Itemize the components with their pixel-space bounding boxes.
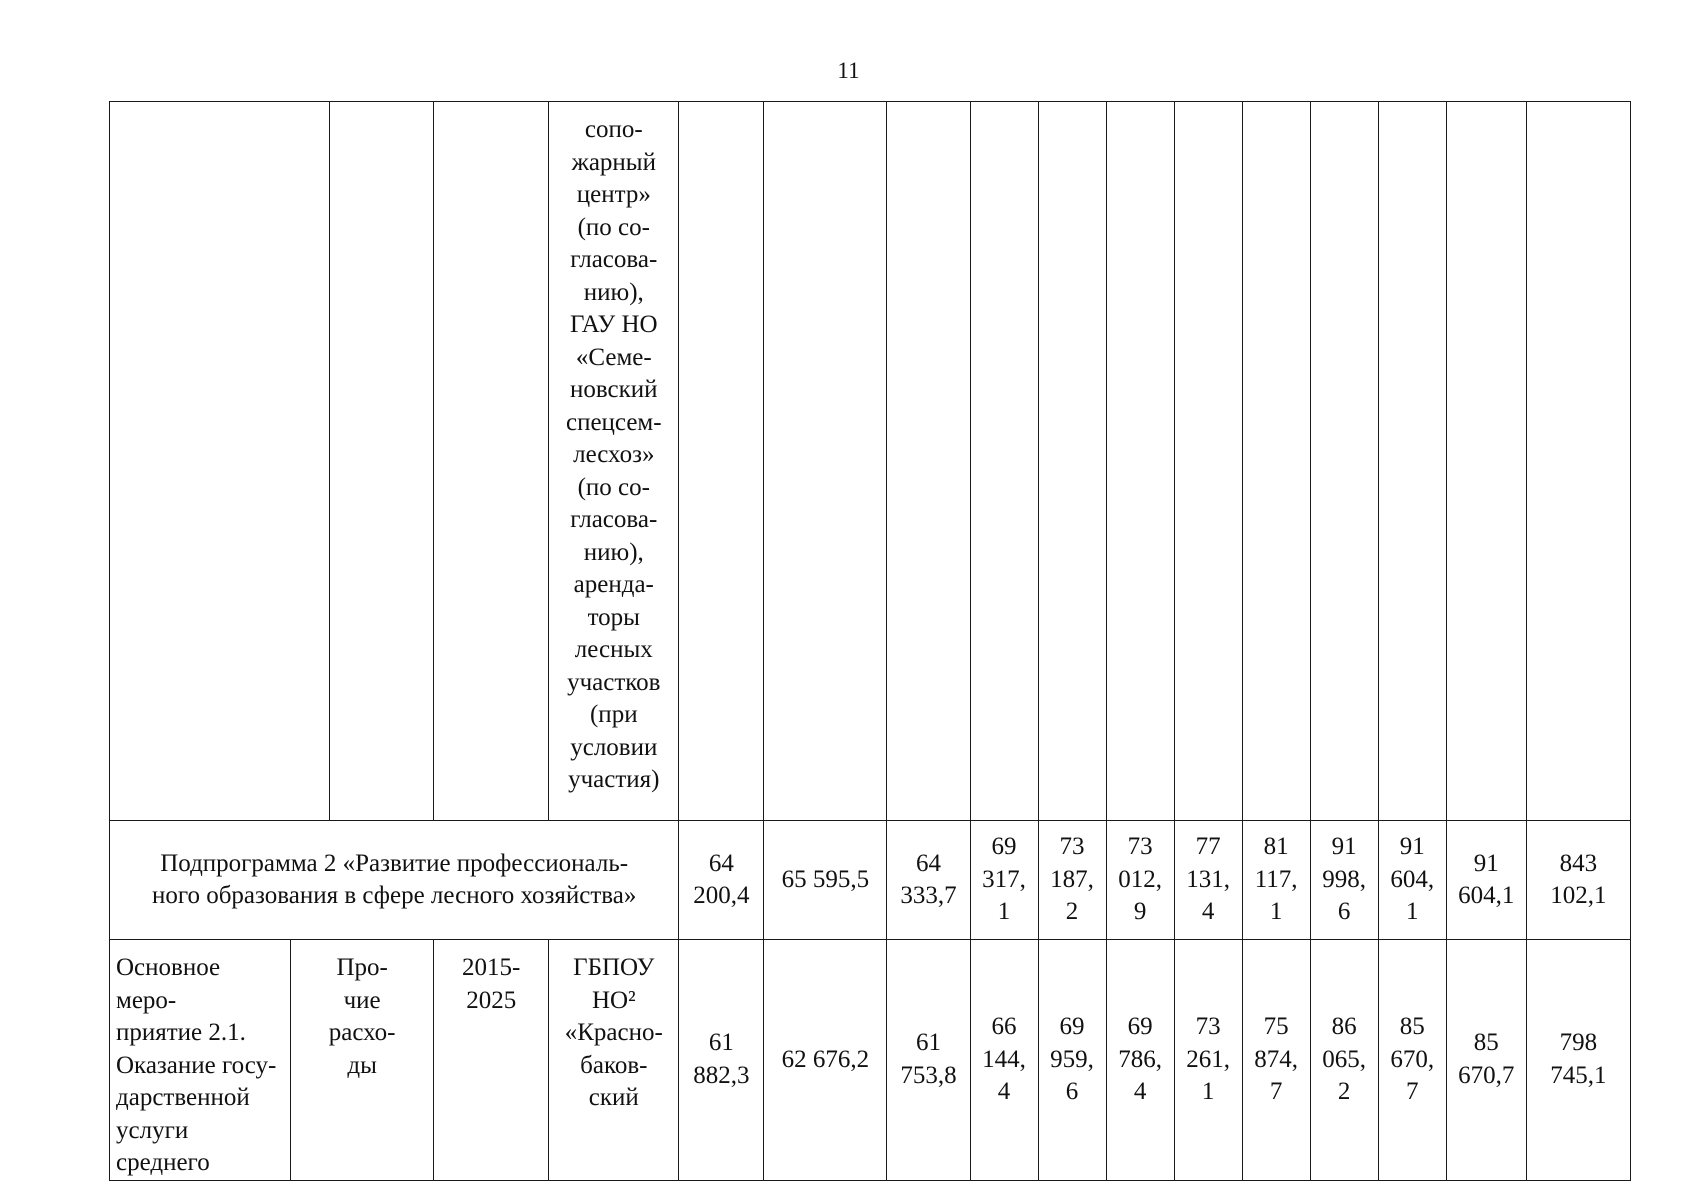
cell-empty: [1106, 102, 1174, 821]
cell-empty: [110, 102, 330, 821]
value-cell: [1526, 940, 1630, 1181]
measure-executor-cell: [549, 940, 679, 1181]
executor-line: лесхоз»: [573, 441, 655, 468]
value-cell: [679, 940, 764, 1181]
value-part: 86: [1331, 1013, 1357, 1040]
value-part: 187,: [1050, 865, 1094, 893]
cell-empty: [970, 102, 1038, 821]
cell-empty: [1038, 102, 1106, 821]
value-part: 1: [997, 898, 1011, 926]
value-part: 91: [1399, 833, 1425, 861]
executor-line: сопо-: [584, 116, 643, 143]
cell-empty: [330, 102, 434, 821]
value-part: 798: [1559, 1029, 1598, 1057]
value-part: 64: [915, 849, 941, 877]
value-part: 786,: [1118, 1045, 1162, 1073]
executor-line: нию),: [583, 278, 644, 306]
value-part: 144,: [982, 1045, 1026, 1073]
value-cell: [764, 940, 887, 1181]
executor-line: (по со-: [577, 213, 650, 241]
value-part: 69: [991, 833, 1017, 861]
value-cell: [1310, 821, 1378, 940]
value-part: 874,: [1254, 1045, 1299, 1073]
value-part: 9: [1133, 898, 1147, 926]
value-cell: [764, 821, 887, 940]
value-part: 62 676,2: [781, 1045, 870, 1073]
value-part: 333,7: [900, 882, 957, 909]
value-part: 753,8: [900, 1061, 957, 1089]
budget-table: [109, 101, 1631, 1181]
executor-line: жарный: [571, 148, 656, 176]
measure-name-line: Оказание госу-: [116, 1051, 277, 1079]
value-cell: [1310, 940, 1378, 1181]
value-part: 117,: [1254, 865, 1298, 893]
measure-name-line: Основное меро-: [116, 954, 221, 1014]
value-cell: [1106, 821, 1174, 940]
executor-line: лесных: [574, 636, 653, 663]
value-cell: [887, 821, 970, 940]
cell-empty: [1526, 102, 1630, 821]
expense-line: чие: [343, 986, 381, 1014]
measure-executor-line: ский: [588, 1084, 639, 1111]
value-part: 69: [1127, 1013, 1153, 1040]
value-part: 261,: [1186, 1045, 1230, 1073]
executor-line: гласова-: [570, 246, 658, 273]
executor-line: спецсем-: [565, 408, 662, 436]
subprogram-title-line: ного образования в сфере лесного хозяйства»: [151, 882, 637, 909]
value-cell: [1038, 940, 1106, 1181]
period-cell: [434, 940, 549, 1181]
executor-line: условии: [570, 733, 658, 761]
executor-line: участия): [568, 766, 660, 793]
value-cell: [1038, 821, 1106, 940]
value-part: 73: [1195, 1013, 1221, 1040]
value-part: 4: [1201, 898, 1215, 926]
value-part: 65 595,5: [781, 865, 870, 893]
executor-line: (по со-: [577, 473, 650, 501]
table-row-subprogram: [110, 821, 1631, 940]
value-cell: [1106, 940, 1174, 1181]
value-part: 4: [1133, 1078, 1147, 1105]
value-part: 604,1: [1458, 882, 1515, 909]
executor-line: нию),: [583, 538, 644, 566]
expense-type-cell: [291, 940, 434, 1181]
expense-line: Про-: [336, 954, 388, 981]
cell-empty: [1446, 102, 1526, 821]
value-part: 012,: [1118, 865, 1162, 893]
value-cell: [970, 821, 1038, 940]
value-cell: [970, 940, 1038, 1181]
value-part: 065,: [1322, 1045, 1367, 1073]
page-number: 11: [837, 58, 860, 83]
executor-line: участков: [567, 668, 661, 696]
value-part: 91: [1473, 849, 1499, 877]
value-part: 6: [1337, 898, 1351, 926]
executor-line: (при: [589, 701, 638, 728]
value-cell: [1242, 821, 1310, 940]
value-part: 73: [1059, 833, 1085, 861]
value-cell: [1174, 821, 1242, 940]
expense-line: ды: [347, 1051, 377, 1079]
executor-line: гласова-: [570, 506, 658, 533]
value-part: 200,4: [693, 882, 750, 909]
value-cell: [1378, 821, 1446, 940]
value-part: 64: [708, 849, 734, 877]
value-part: 73: [1127, 833, 1153, 861]
value-part: 85: [1473, 1029, 1499, 1057]
subprogram-title-line: Подпрограмма 2 «Развитие профессиональ-: [160, 849, 629, 877]
value-part: 2: [1065, 898, 1079, 926]
measure-executor-line: ГБПОУ: [573, 954, 655, 981]
cell-empty: [1310, 102, 1378, 821]
cell-empty: [1242, 102, 1310, 821]
executor-line: ГАУ НО: [569, 311, 658, 338]
period-line: 2015-: [462, 954, 521, 981]
value-part: 131,: [1186, 865, 1230, 893]
value-part: 1: [1201, 1078, 1215, 1105]
value-part: 6: [1065, 1078, 1079, 1105]
value-part: 670,7: [1458, 1061, 1515, 1089]
cell-empty: [1174, 102, 1242, 821]
value-part: 61: [915, 1029, 941, 1057]
subprogram-title: [110, 821, 679, 940]
executor-line: новский: [570, 376, 658, 403]
executor-cell: [549, 102, 679, 821]
cell-empty: [1378, 102, 1446, 821]
value-cell: [1446, 821, 1526, 940]
value-part: 4: [997, 1078, 1011, 1105]
executor-line: центр»: [576, 181, 651, 208]
value-part: 998,: [1322, 865, 1367, 893]
executor-line: аренда-: [573, 571, 654, 598]
value-cell: [1174, 940, 1242, 1181]
value-part: 2: [1337, 1078, 1351, 1105]
value-part: 85: [1399, 1013, 1425, 1040]
executor-line: «Семе-: [575, 343, 652, 371]
value-part: 7: [1269, 1078, 1283, 1105]
cell-empty: [679, 102, 764, 821]
table-row-measure: [110, 940, 1631, 1181]
value-part: 66: [991, 1013, 1017, 1040]
value-part: 882,3: [693, 1061, 750, 1089]
measure-executor-line: НО²: [591, 986, 636, 1014]
value-part: 1: [1269, 898, 1283, 926]
cell-empty: [764, 102, 887, 821]
cell-empty: [887, 102, 970, 821]
value-cell: [887, 940, 970, 1181]
table-row-continuation: [110, 102, 1631, 821]
value-part: 91: [1331, 833, 1357, 861]
value-part: 75: [1263, 1013, 1289, 1040]
expense-line: расхо-: [328, 1019, 396, 1046]
value-part: 7: [1405, 1078, 1419, 1105]
value-part: 843: [1559, 849, 1598, 877]
value-part: 61: [708, 1029, 734, 1057]
measure-name-line: услуги среднего: [116, 1116, 210, 1176]
value-cell: [1446, 940, 1526, 1181]
value-part: 1: [1405, 898, 1419, 926]
measure-name-cell: [110, 940, 291, 1181]
value-cell: [1378, 940, 1446, 1181]
value-part: 670,: [1390, 1045, 1435, 1073]
measure-name-line: приятие 2.1.: [116, 1019, 246, 1046]
period-line: 2025: [466, 986, 517, 1014]
value-part: 102,1: [1550, 882, 1607, 909]
cell-empty: [434, 102, 549, 821]
measure-executor-line: баков-: [580, 1051, 648, 1079]
value-part: 69: [1059, 1013, 1085, 1040]
value-cell: [679, 821, 764, 940]
value-part: 77: [1195, 833, 1221, 861]
measure-executor-line: «Красно-: [564, 1019, 663, 1046]
value-cell: [1526, 821, 1630, 940]
value-part: 81: [1263, 833, 1289, 861]
value-part: 317,: [982, 865, 1026, 893]
value-part: 745,1: [1550, 1061, 1607, 1089]
value-part: 959,: [1050, 1045, 1094, 1073]
executor-line: торы: [587, 603, 640, 631]
value-cell: [1242, 940, 1310, 1181]
measure-name-line: дарственной: [116, 1084, 250, 1111]
value-part: 604,: [1390, 865, 1435, 893]
